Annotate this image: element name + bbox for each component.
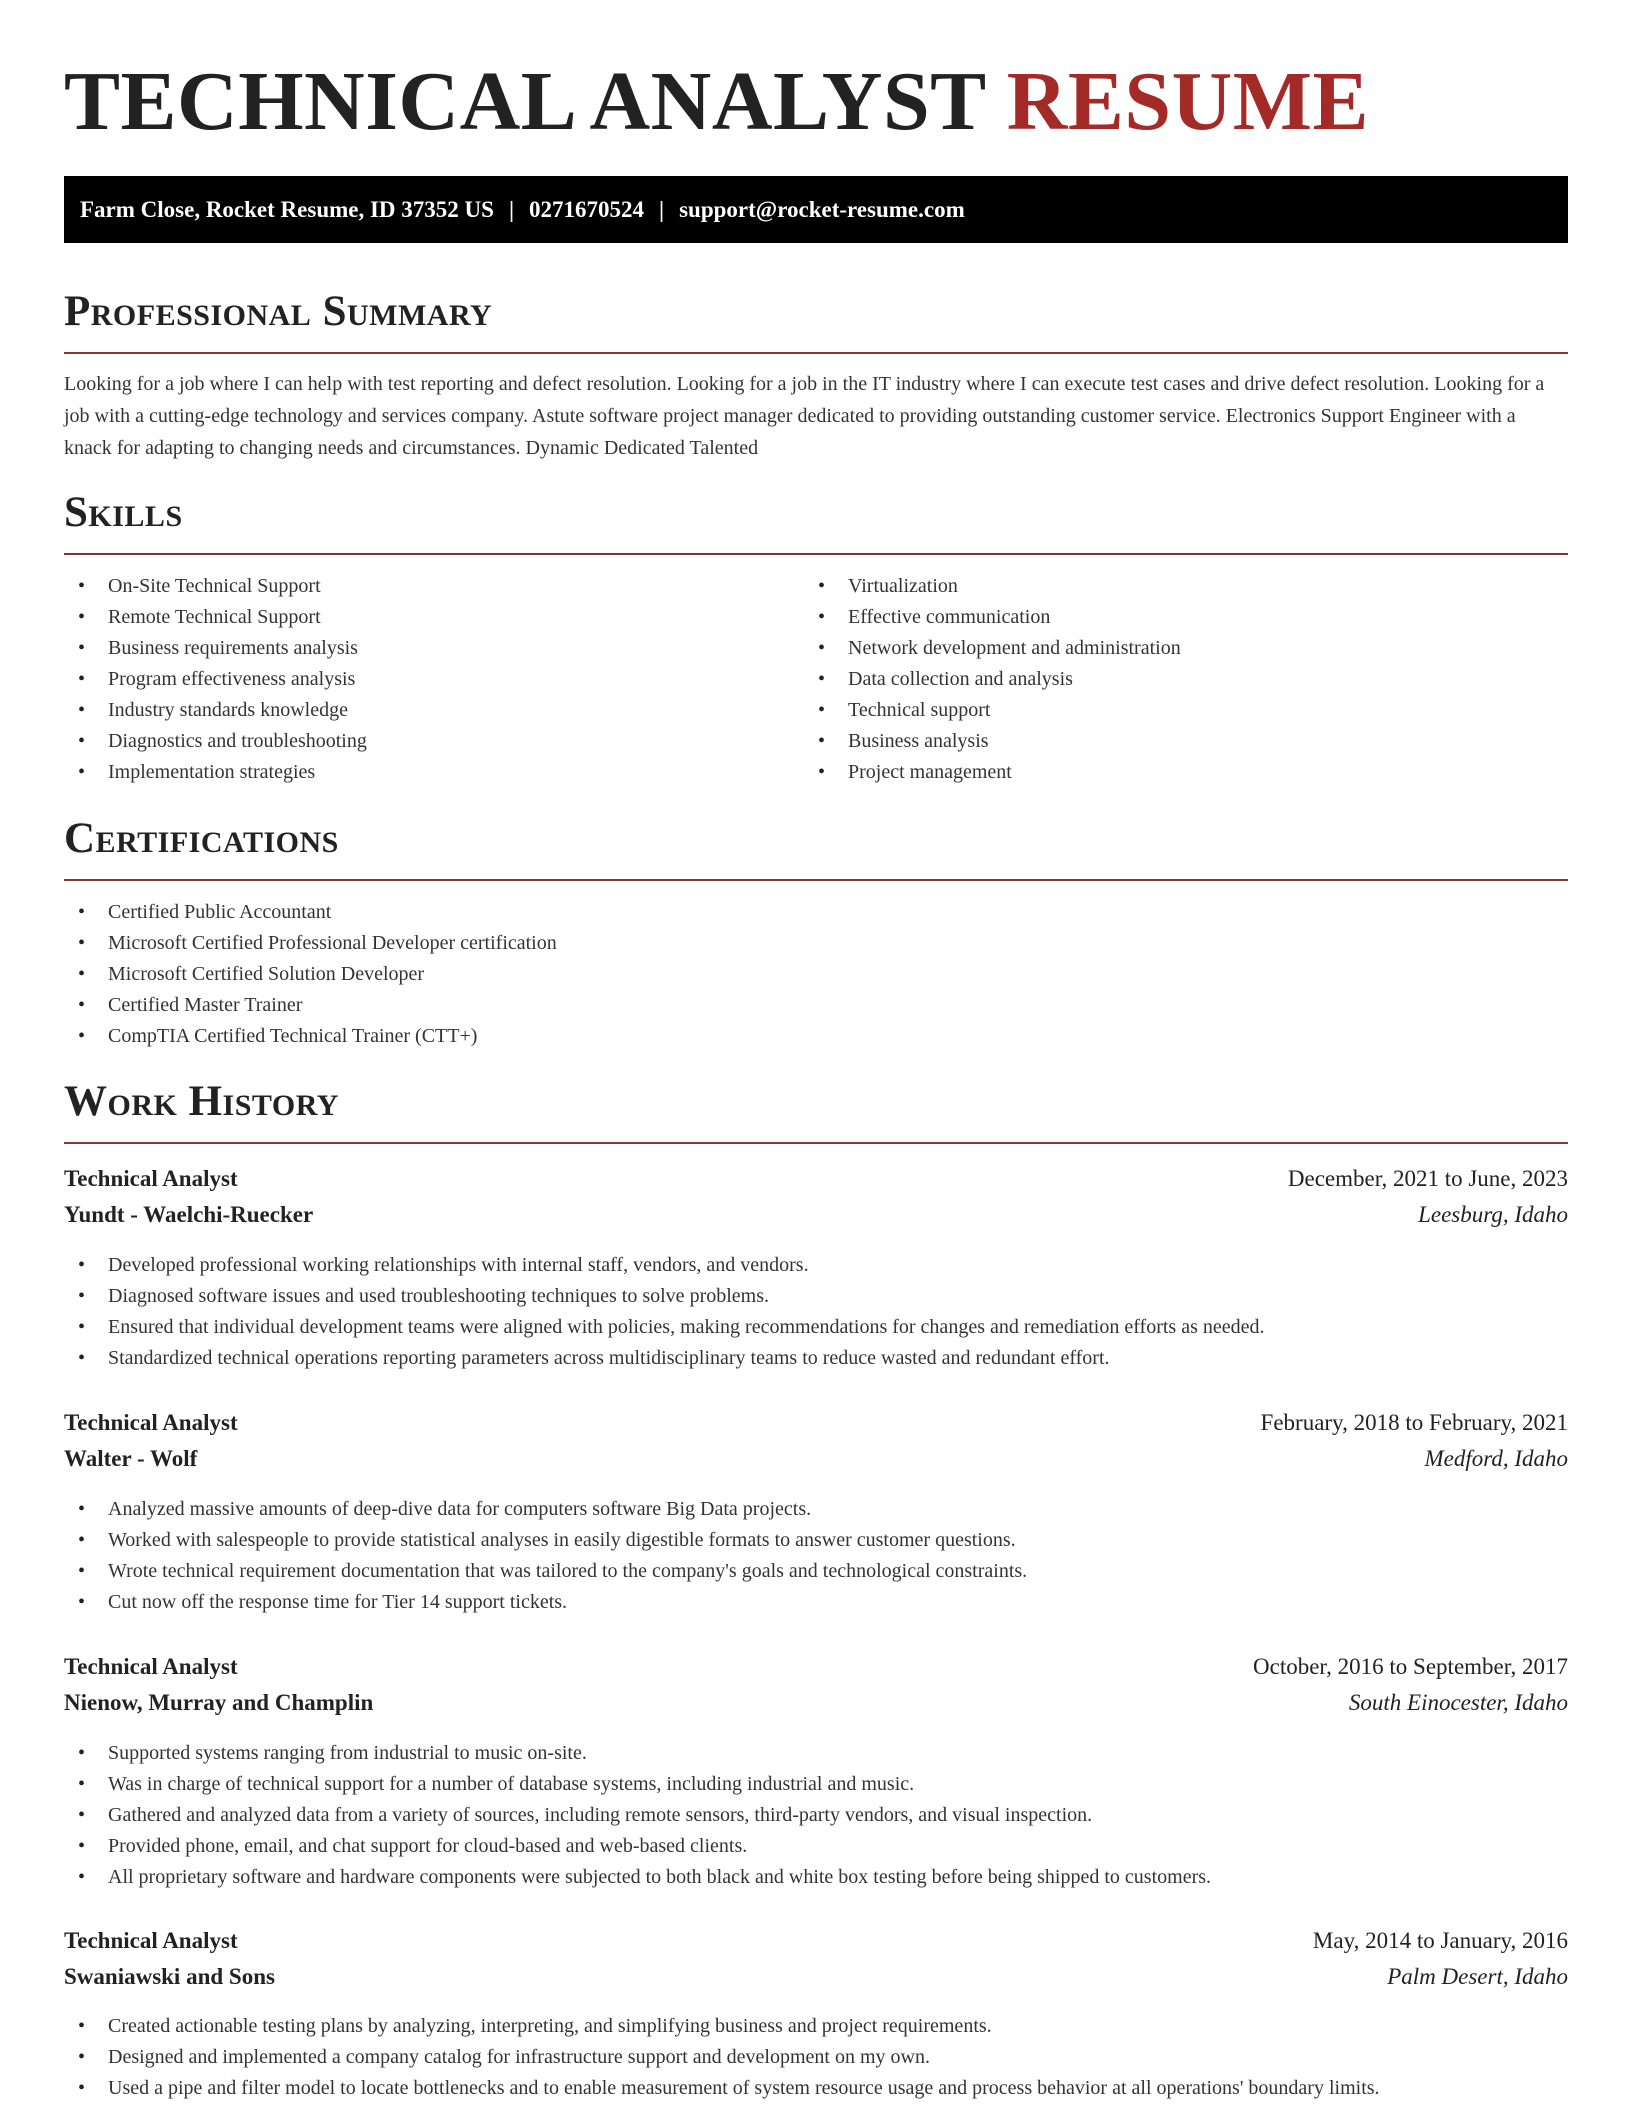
- job-dates: October, 2016 to September, 2017: [1253, 1654, 1568, 1679]
- skill-item: • Effective communication: [804, 602, 1181, 633]
- section-heading-work-history: Work History: [64, 1078, 339, 1125]
- job-company: Walter - Wolf: [64, 1446, 198, 1471]
- job-bullet: • Developed professional working relationships with internal staff, vendors, and vendors.: [64, 1250, 1568, 1281]
- skill-item: • Network development and administration: [804, 633, 1181, 664]
- certification-item: • Microsoft Certified Solution Developer: [64, 959, 557, 990]
- skill-item: • Virtualization: [804, 571, 1181, 602]
- resume-title-accent: RESUME: [1006, 55, 1370, 148]
- contact-phone: 0271670524: [529, 196, 645, 222]
- skill-item: • Business requirements analysis: [64, 633, 367, 664]
- job-title: Technical Analyst: [64, 1410, 238, 1435]
- job-dates: May, 2014 to January, 2016: [1312, 1928, 1568, 1953]
- contact-separator: |: [508, 196, 515, 222]
- job-company: Yundt - Waelchi-Ruecker: [64, 1202, 314, 1227]
- job-bullet: • Standardized technical operations reporting parameters across multidisciplinary teams to reduce wasted and redundant effort.: [64, 1343, 1568, 1374]
- section-heading-summary: Professional Summary: [64, 288, 493, 335]
- section-divider: [64, 879, 1568, 881]
- job-bullet: • Provided phone, email, and chat support for cloud-based and web-based clients.: [64, 1831, 1568, 1862]
- job-title: Technical Analyst: [64, 1654, 238, 1679]
- job-location: Leesburg, Idaho: [1418, 1202, 1568, 1227]
- contact-separator: |: [659, 196, 665, 222]
- skill-item: • Program effectiveness analysis: [64, 664, 367, 695]
- contact-address: Farm Close, Rocket Resume, ID 37352 US: [80, 196, 494, 222]
- resume-title-main: TECHNICAL ANALYST: [64, 55, 986, 148]
- section-heading-skills: Skills: [64, 489, 183, 536]
- skills-list-right: [804, 571, 1181, 788]
- job-bullet: • Wrote technical requirement documentation that was tailored to the company's goals and technological constraints.: [64, 1556, 1568, 1587]
- job-bullet: • Was in charge of technical support for a number of database systems, including industrial and music.: [64, 1769, 1568, 1800]
- job-title: Technical Analyst: [64, 1928, 238, 1953]
- job-dates: December, 2021 to June, 2023: [1287, 1166, 1568, 1191]
- job-bullet: • Designed and implemented a company catalog for infrastructure support and development on my own.: [64, 2042, 1568, 2073]
- section-divider: [64, 352, 1568, 354]
- skill-item: • Project management: [804, 757, 1181, 788]
- job-bullet-list: [64, 1494, 1568, 1618]
- job-bullet: • Gathered and analyzed data from a variety of sources, including remote sensors, third-party vendors, and visual inspection.: [64, 1800, 1568, 1831]
- job-location: South Einocester, Idaho: [1348, 1690, 1568, 1715]
- skill-item: • Data collection and analysis: [804, 664, 1181, 695]
- skill-item: • Diagnostics and troubleshooting: [64, 726, 367, 757]
- job-bullet: • Analyzed massive amounts of deep-dive data for computers software Big Data projects.: [64, 1494, 1568, 1525]
- job-bullet: • All proprietary software and hardware components were subjected to both black and white box testing before being shipped to customers.: [64, 1862, 1568, 1893]
- job-company: Swaniawski and Sons: [64, 1964, 275, 1989]
- contact-bar: [64, 176, 1568, 243]
- job-bullet: • Ensured that individual development teams were aligned with policies, making recommendations for changes and remediation efforts as needed.: [64, 1312, 1568, 1343]
- job-location: Palm Desert, Idaho: [1387, 1964, 1568, 1989]
- job-bullet: • Worked with salespeople to provide statistical analyses in easily digestible formats to answer customer questions.: [64, 1525, 1568, 1556]
- job-bullet: • Diagnosed software issues and used troubleshooting techniques to solve problems.: [64, 1281, 1568, 1312]
- certifications-list: [64, 897, 557, 1052]
- job-bullet: • Used a pipe and filter model to locate bottlenecks and to enable measurement of system resource usage and process behavior at all operations' boundary limits.: [64, 2073, 1568, 2104]
- section-heading-certifications: Certifications: [64, 815, 339, 862]
- section-divider: [64, 553, 1568, 555]
- job-dates: February, 2018 to February, 2021: [1260, 1410, 1568, 1435]
- job-location: Medford, Idaho: [1424, 1446, 1568, 1471]
- certification-item: • Certified Master Trainer: [64, 990, 557, 1021]
- summary-text: Looking for a job where I can help with test reporting and defect resolution. Looking for a job in the IT industry where I can execute test cases and drive defect resolution. Looking for a job with a cutting-edge technology and services company. Astute software project manager dedicated to providing outstanding customer service. Electronics Support Engineer with a knack for adapting to changing needs and circumstances. Dynamic Dedicated Talented: [64, 373, 1545, 459]
- skill-item: • Business analysis: [804, 726, 1181, 757]
- certification-item: • Microsoft Certified Professional Developer certification: [64, 928, 557, 959]
- section-divider: [64, 1142, 1568, 1144]
- job-bullet: • Supported systems ranging from industrial to music on-site.: [64, 1738, 1568, 1769]
- job-bullet-list: [64, 2011, 1568, 2104]
- contact-email: support@rocket-resume.com: [679, 196, 965, 222]
- certification-item: • CompTIA Certified Technical Trainer (CTT+): [64, 1021, 557, 1052]
- job-bullet-list: [64, 1250, 1568, 1374]
- job-company: Nienow, Murray and Champlin: [64, 1690, 374, 1715]
- job-title: Technical Analyst: [64, 1166, 238, 1191]
- job-bullet: • Created actionable testing plans by analyzing, interpreting, and simplifying business and project requirements.: [64, 2011, 1568, 2042]
- skill-item: • Industry standards knowledge: [64, 695, 367, 726]
- skill-item: • Technical support: [804, 695, 1181, 726]
- skill-item: • On-Site Technical Support: [64, 571, 367, 602]
- job-bullet: • Cut now off the response time for Tier 14 support tickets.: [64, 1587, 1568, 1618]
- certification-item: • Certified Public Accountant: [64, 897, 557, 928]
- resume-title: [64, 52, 1369, 153]
- skill-item: • Implementation strategies: [64, 757, 367, 788]
- job-bullet-list: [64, 1738, 1568, 1893]
- skills-list-left: [64, 571, 367, 788]
- skill-item: • Remote Technical Support: [64, 602, 367, 633]
